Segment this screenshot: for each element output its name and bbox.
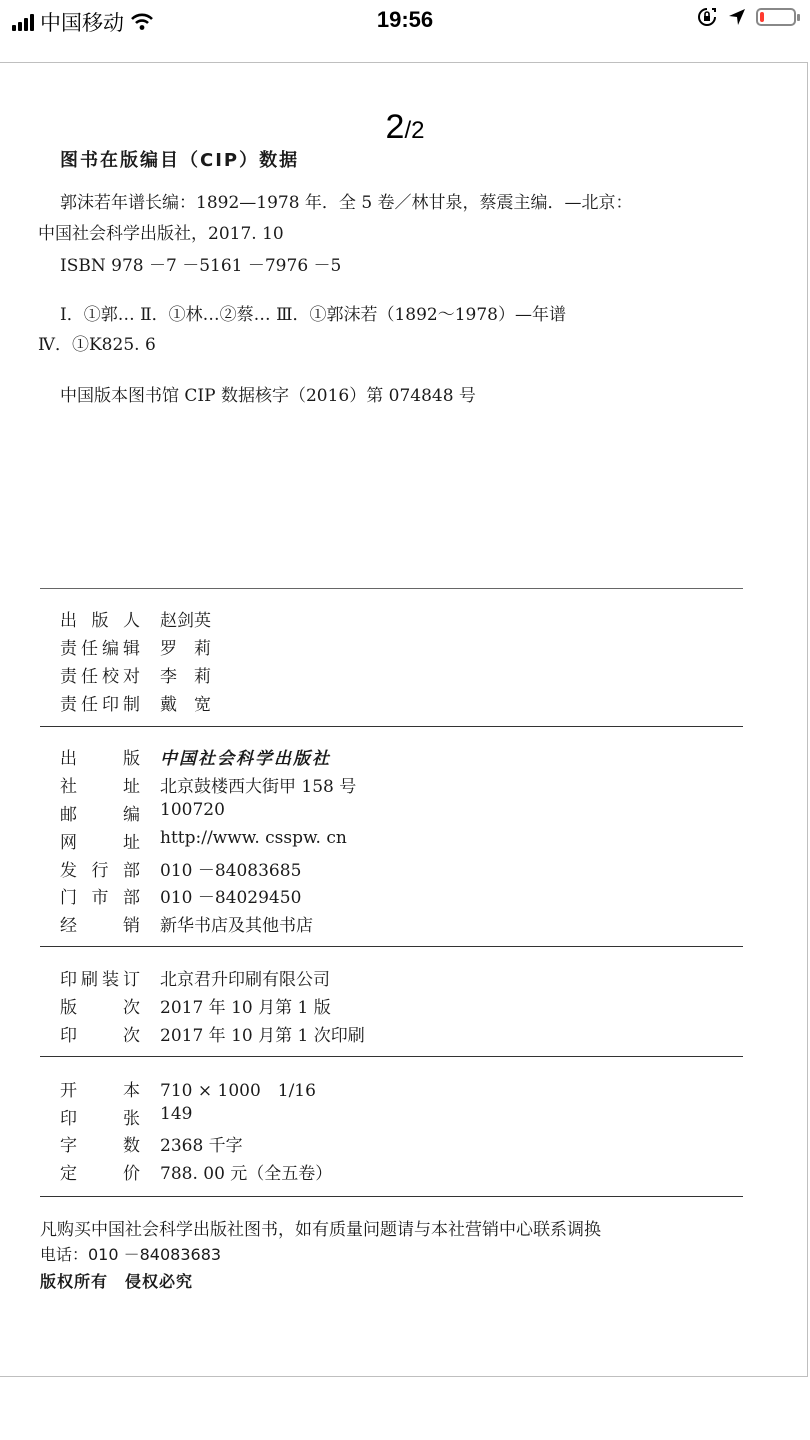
copyright-notice: 版权所有 侵权必究 [40, 1272, 194, 1291]
field-value: 2017 年 10 月第 1 次印刷 [160, 1026, 365, 1046]
field-value: 788. 00 元（全五卷） [160, 1164, 333, 1184]
field-value: 100720 [160, 800, 225, 820]
page-indicator [0, 108, 810, 147]
cip-title: 图书在版编目（CIP）数据 [60, 150, 300, 171]
field-label: 印 张 [60, 1109, 140, 1129]
field-label: 责任编辑 [60, 639, 140, 659]
carrier-name: 中国移动 [40, 12, 124, 35]
location-arrow-icon [728, 8, 746, 26]
field-label: 社 址 [60, 777, 140, 797]
cip-line-1: 郭沫若年谱长编：1892—1978 年．全 5 卷／林甘泉，蔡震主编．—北京： [60, 193, 633, 213]
page-total: /2 [404, 117, 425, 144]
divider [40, 726, 743, 727]
field-label: 经 销 [60, 916, 140, 936]
field-value: 2017 年 10 月第 1 版 [160, 998, 331, 1018]
field-value: 149 [160, 1104, 193, 1124]
field-value: 罗 莉 [160, 639, 211, 659]
field-label: 出 版 [60, 749, 140, 769]
field-label: 门 市 部 [60, 888, 140, 908]
field-value: 赵剑英 [160, 611, 211, 631]
clock-time: 19:56 [376, 7, 434, 32]
divider [40, 946, 743, 947]
service-phone: 电话：010 －84083683 [40, 1245, 222, 1264]
cip-record-number: 中国版本图书馆 CIP 数据核字（2016）第 074848 号 [60, 386, 476, 406]
field-label: 出 版 人 [60, 611, 140, 631]
field-label: 责任校对 [60, 667, 140, 687]
divider [40, 1056, 743, 1057]
status-right [696, 6, 796, 28]
field-label: 开 本 [60, 1081, 140, 1101]
cip-isbn: ISBN 978 －7 －5161 －7976 －5 [60, 256, 342, 276]
field-label: 版 次 [60, 998, 140, 1018]
field-value: 北京鼓楼西大街甲 158 号 [160, 777, 357, 797]
field-label: 邮 编 [60, 805, 140, 825]
battery-icon [756, 8, 796, 26]
field-value: 010 －84083685 [160, 861, 302, 881]
cip-line-2: 中国社会科学出版社，2017. 10 [38, 224, 284, 244]
divider [40, 588, 743, 589]
field-value: 710 × 1000 1/16 [160, 1081, 316, 1101]
cip-line-5: Ⅳ．①K825. 6 [38, 335, 156, 355]
field-value: 2368 千字 [160, 1136, 243, 1156]
orientation-lock-icon [696, 6, 718, 28]
field-label: 字 数 [60, 1136, 140, 1156]
field-label: 定 价 [60, 1164, 140, 1184]
field-value: 北京君升印刷有限公司 [160, 970, 330, 990]
field-value: 010 －84029450 [160, 888, 302, 908]
battery-fill [760, 12, 764, 22]
field-label: 网 址 [60, 833, 140, 853]
page-current: 2 [385, 108, 405, 146]
publisher-logo: 中国社会科学出版社 [160, 749, 331, 769]
field-value: http://www. csspw. cn [160, 828, 347, 848]
field-value: 戴 宽 [160, 695, 211, 715]
status-bar [0, 0, 810, 42]
field-label: 发 行 部 [60, 861, 140, 881]
field-label: 印 次 [60, 1026, 140, 1046]
field-value: 李 莉 [160, 667, 211, 687]
quality-notice: 凡购买中国社会科学出版社图书，如有质量问题请与本社营销中心联系调换 [40, 1220, 601, 1240]
divider [40, 1196, 743, 1197]
cip-line-4: Ⅰ．①郭… Ⅱ．①林…②蔡… Ⅲ．①郭沫若（1892～1978）—年谱 [60, 305, 566, 325]
field-label: 印刷装订 [60, 970, 140, 990]
field-value: 新华书店及其他书店 [160, 916, 313, 936]
field-label: 责任印制 [60, 695, 140, 715]
